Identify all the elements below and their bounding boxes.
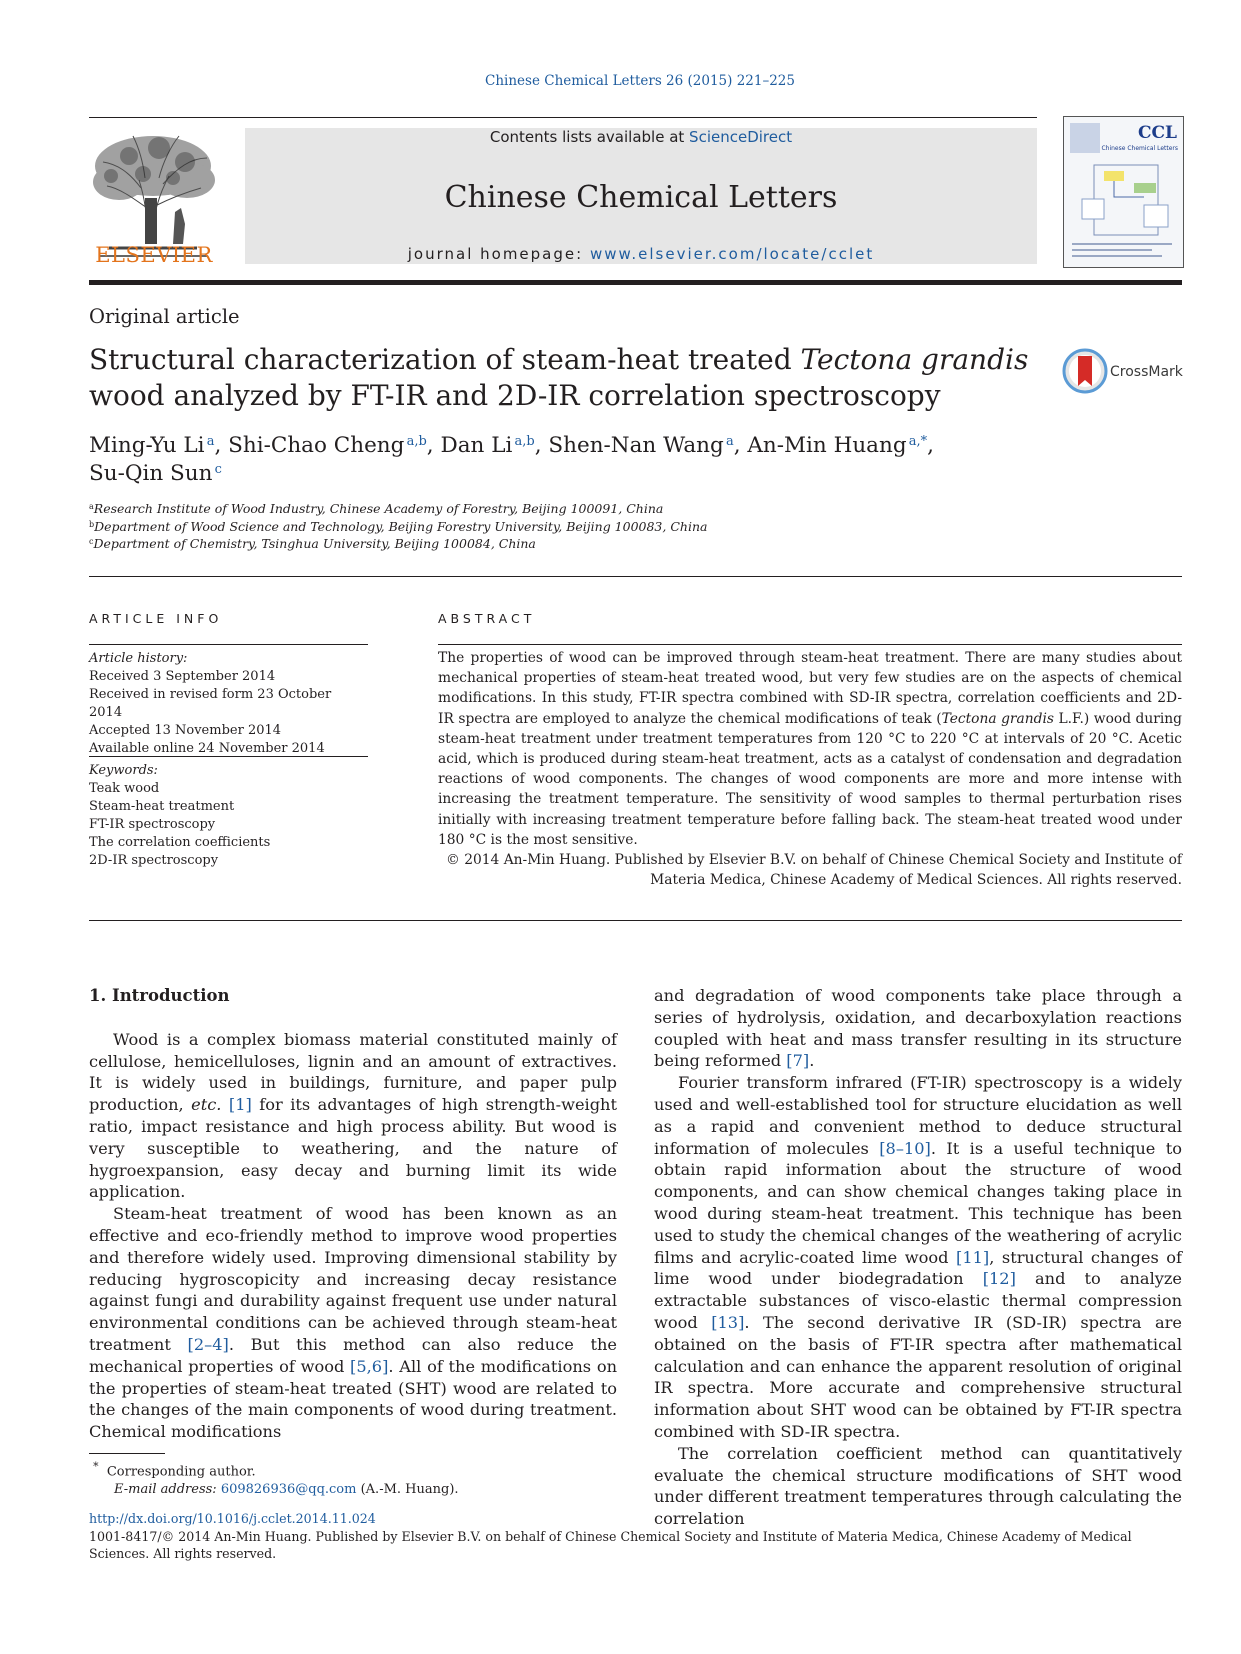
abstract-bottom-rule	[89, 920, 1182, 921]
paragraph-text: . All of the modifications on the properties of steam-heat treated (SHT) wood are related to the changes of the main components of wood during treatment. Chemical modifications	[89, 1356, 617, 1442]
affiliation-item	[89, 535, 707, 553]
author-affiliation-mark[interactable]: a,*	[908, 434, 928, 449]
abstract-rule	[438, 644, 1182, 645]
abstract-species-italic: Tectona grandis	[941, 710, 1054, 727]
author-name: Shi-Chao Cheng	[228, 433, 405, 458]
keyword-item: Steam-heat treatment	[89, 799, 235, 814]
author-affiliation-mark[interactable]: a	[206, 434, 215, 449]
abstract-box	[438, 644, 1182, 890]
doi-footer	[89, 1510, 1182, 1563]
paragraph-italic: etc.	[191, 1095, 222, 1115]
citation-link[interactable]: [2–4]	[187, 1334, 229, 1354]
cover-subtitle: Chinese Chemical Letters	[1101, 145, 1178, 152]
affiliation-mark: a	[89, 502, 94, 511]
author-name: Dan Li	[440, 433, 513, 458]
abstract-text-part: The properties of wood can be improved through steam-heat treatment. There are many studies about mechanical properties of steam-heat treated wood, but very few studies are on the aspects of chemical modifications. In this study, FT-IR spectra combined with SD-IR spectra, correlation coefficients and 2D-IR spectra are employed to analyze the chemical modifications of teak (	[438, 650, 1182, 727]
elsevier-wordmark: ELSEVIER	[95, 243, 213, 267]
journal-reference-link[interactable]: Chinese Chemical Letters 26 (2015) 221–225	[485, 73, 795, 89]
article-history-label: Article history:	[89, 651, 188, 666]
journal-homepage-link[interactable]: www.elsevier.com/locate/cclet	[589, 245, 875, 263]
history-item: Accepted 13 November 2014	[89, 723, 282, 738]
citation-link[interactable]: [12]	[982, 1269, 1016, 1289]
keyword-item: FT-IR spectroscopy	[89, 817, 216, 832]
crossmark-label: CrossMark	[1110, 364, 1183, 380]
doi-link[interactable]: http://dx.doi.org/10.1016/j.cclet.2014.11.024	[89, 1511, 376, 1526]
author-4[interactable]	[548, 433, 733, 458]
info-rule	[89, 644, 368, 645]
header-rule	[89, 117, 1037, 118]
paragraph-text: , structural changes of lime wood under biodegradation	[654, 1247, 1182, 1289]
journal-masthead	[245, 128, 1037, 264]
section-heading: 1. Introduction	[89, 986, 230, 1005]
article-info-heading: ARTICLE INFO	[89, 611, 223, 626]
footnote-corresponding: Corresponding author.	[106, 1464, 256, 1480]
keyword-item: The correlation coefficients	[89, 835, 271, 850]
author-separator: ,	[927, 433, 934, 458]
paragraph-text: Wood is a complex biomass material constituted mainly of cellulose, hemicelluloses, lignin and an amount of extractives. It is widely used in buildings, furniture, and paper pulp production,	[89, 1029, 617, 1115]
citation-link[interactable]: [7]	[786, 1051, 810, 1071]
title-part-1: Structural characterization of steam-heat treated	[89, 343, 801, 376]
cover-artwork-icon	[1064, 117, 1183, 267]
footnote-email-line	[89, 1481, 459, 1499]
keyword-item: Teak wood	[89, 781, 160, 796]
body-paragraph	[89, 1029, 617, 1203]
info-rule	[89, 756, 368, 757]
footnote-marker: *	[93, 1460, 99, 1473]
citation-link[interactable]: [8–10]	[879, 1138, 931, 1158]
email-link[interactable]: 609826936@qq.com	[220, 1482, 357, 1498]
crossmark-button[interactable]	[1062, 348, 1192, 394]
author-affiliation-mark[interactable]: a	[725, 434, 734, 449]
issn-copyright-line: 1001-8417/© 2014 An-Min Huang. Published by Elsevier B.V. on behalf of Chinese Chemical Society and Institute of Materia Medica, Chinese Academy of Medical Sciences. All rights reserved.	[89, 1528, 1132, 1561]
citation-link[interactable]: [11]	[956, 1247, 990, 1267]
author-1[interactable]	[89, 433, 214, 458]
body-paragraph	[654, 1072, 1182, 1443]
paragraph-text: The correlation coefficient method can quantitatively evaluate the chemical structure modifications of SHT wood under different treatment temperatures through calculating the correlation	[654, 1443, 1182, 1529]
author-name: An-Min Huang	[747, 433, 907, 458]
sciencedirect-link[interactable]: ScienceDirect	[689, 128, 793, 146]
contents-prefix: Contents lists available at	[489, 128, 690, 146]
author-separator: ,	[214, 433, 229, 458]
history-item: Received in revised form 23 October 2014	[89, 687, 332, 720]
author-name: Shen-Nan Wang	[548, 433, 724, 458]
front-matter-rule	[89, 576, 1182, 577]
author-2[interactable]	[228, 433, 427, 458]
email-suffix: (A.-M. Huang).	[356, 1482, 459, 1498]
author-6[interactable]	[89, 461, 222, 486]
journal-name: Chinese Chemical Letters	[444, 180, 838, 215]
affiliation-mark: c	[89, 537, 94, 546]
author-separator: ,	[733, 433, 748, 458]
author-affiliation-mark[interactable]: a,b	[514, 434, 535, 449]
affiliation-list	[89, 500, 707, 553]
body-column-left	[89, 985, 617, 1443]
history-item: Received 3 September 2014	[89, 669, 276, 684]
author-separator: ,	[534, 433, 549, 458]
homepage-line	[245, 245, 1037, 263]
paragraph-text: . But this method can also reduce the mechanical properties of wood	[89, 1334, 617, 1376]
article-type: Original article	[89, 305, 240, 328]
author-name: Su-Qin Sun	[89, 461, 213, 486]
paragraph-text: . It is a useful technique to obtain rapid information about the structure of wood components, and can show chemical changes taking place in wood during steam-heat treatment. This technique has been used to study the chemical changes of the weathering of acrylic films and acrylic-coated lime wood	[654, 1138, 1182, 1267]
author-affiliation-mark[interactable]: a,b	[406, 434, 427, 449]
author-name: Ming-Yu Li	[89, 433, 205, 458]
citation-link[interactable]: [13]	[711, 1312, 745, 1332]
abstract-heading: ABSTRACT	[438, 611, 536, 626]
body-column-right	[654, 985, 1182, 1530]
author-list	[89, 432, 1089, 488]
author-5[interactable]	[747, 433, 927, 458]
paragraph-text: and degradation of wood components take place through a series of hydrolysis, oxidation, and decarboxylation reactions coupled with heat and mass transfer resulting in its structure being reformed	[654, 986, 1182, 1071]
journal-cover-thumbnail[interactable]	[1063, 116, 1184, 268]
affiliation-text: Research Institute of Wood Industry, Chinese Academy of Forestry, Beijing 100091, China	[93, 501, 664, 516]
body-paragraph	[89, 1203, 617, 1443]
affiliation-text: Department of Wood Science and Technology, Beijing Forestry University, Beijing 100083, China	[94, 518, 708, 534]
homepage-prefix: journal homepage:	[407, 245, 590, 263]
paragraph-text: Steam-heat treatment of wood has been known as an effective and eco-friendly method to improve wood properties and therefore widely used. Improving dimensional stability by reducing hygroscopicity and increasing decay resistance against fungi and durability against frequent use under natural environmental conditions can be achieved through steam-heat treatment	[89, 1204, 617, 1354]
affiliation-item	[89, 518, 707, 536]
paragraph-text: Fourier transform infrared (FT-IR) spectroscopy is a widely used and well-established tool for structure elucidation as well as a rapid and convenient method to deduce structural information of molecules	[654, 1073, 1182, 1158]
footnote-line	[89, 1458, 459, 1481]
abstract-copyright: © 2014 An-Min Huang. Published by Elsevier B.V. on behalf of Chinese Chemical Society and Institute of Materia Medica, Chinese Academy of Medical Sciences. All rights reserved.	[446, 852, 1182, 889]
author-affiliation-mark[interactable]: c	[214, 462, 222, 477]
article-title	[89, 342, 1029, 414]
history-item: Available online 24 November 2014	[89, 741, 325, 756]
affiliation-mark: b	[89, 519, 95, 529]
paragraph-text: and to analyze extractable substances of visco-elastic thermal compression wood	[654, 1269, 1182, 1332]
citation-link[interactable]: [5,6]	[350, 1356, 389, 1376]
footnote-rule	[89, 1453, 165, 1454]
contents-line	[245, 128, 1037, 146]
cover-heading: CCL	[1137, 123, 1177, 143]
paragraph-text: for its advantages of high strength-weight ratio, impact resistance and high process ability. But wood is very susceptible to weathering, and the nature of hygroexpansion, easy decay and burning limit its wide application.	[89, 1095, 617, 1202]
keywords-label: Keywords:	[89, 763, 158, 778]
paragraph-text: . The second derivative IR (SD-IR) spectra are obtained on the basis of FT-IR spectra after mathematical calculation and can enhance the apparent resolution of original IR spectra. More accurate and comprehensive structural information about SHT wood can be obtained by FT-IR spectra combined with SD-IR spectra.	[654, 1312, 1183, 1441]
author-separator: ,	[426, 433, 441, 458]
body-paragraph	[654, 985, 1182, 1072]
keywords-box	[89, 756, 368, 870]
abstract-text-part: L.F.) wood during steam-heat treatment under treatment temperatures from 120 °C to 220 °C at intervals of 20 °C. Acetic acid, which is produced during steam-heat treatment, acts as a catalyst of condensation and degradation reactions of wood components. The changes of wood components are more and more intense with increasing the treatment temperature. The sensitivity of wood samples to thermal perturbation rises initially with increasing treatment temperature before falling back. The steam-heat treated wood under 180 °C is the most sensitive.	[438, 710, 1182, 848]
keyword-item: 2D-IR spectroscopy	[89, 853, 219, 868]
corresponding-author-footnote	[89, 1453, 459, 1499]
email-label: E-mail address:	[114, 1482, 221, 1498]
citation-link[interactable]: [1]	[228, 1095, 252, 1115]
title-species-italic: Tectona grandis	[800, 343, 1029, 376]
masthead-bottom-rule	[89, 280, 1182, 285]
abstract-text	[438, 648, 1182, 850]
article-history-box	[89, 644, 368, 758]
affiliation-item	[89, 500, 707, 518]
paragraph-text: .	[809, 1051, 815, 1071]
affiliation-text: Department of Chemistry, Tsinghua University, Beijing 100084, China	[93, 536, 536, 551]
title-part-2: wood analyzed by FT-IR and 2D-IR correlation spectroscopy	[89, 379, 941, 412]
crossmark-icon	[1062, 348, 1108, 394]
author-3[interactable]	[440, 433, 534, 458]
